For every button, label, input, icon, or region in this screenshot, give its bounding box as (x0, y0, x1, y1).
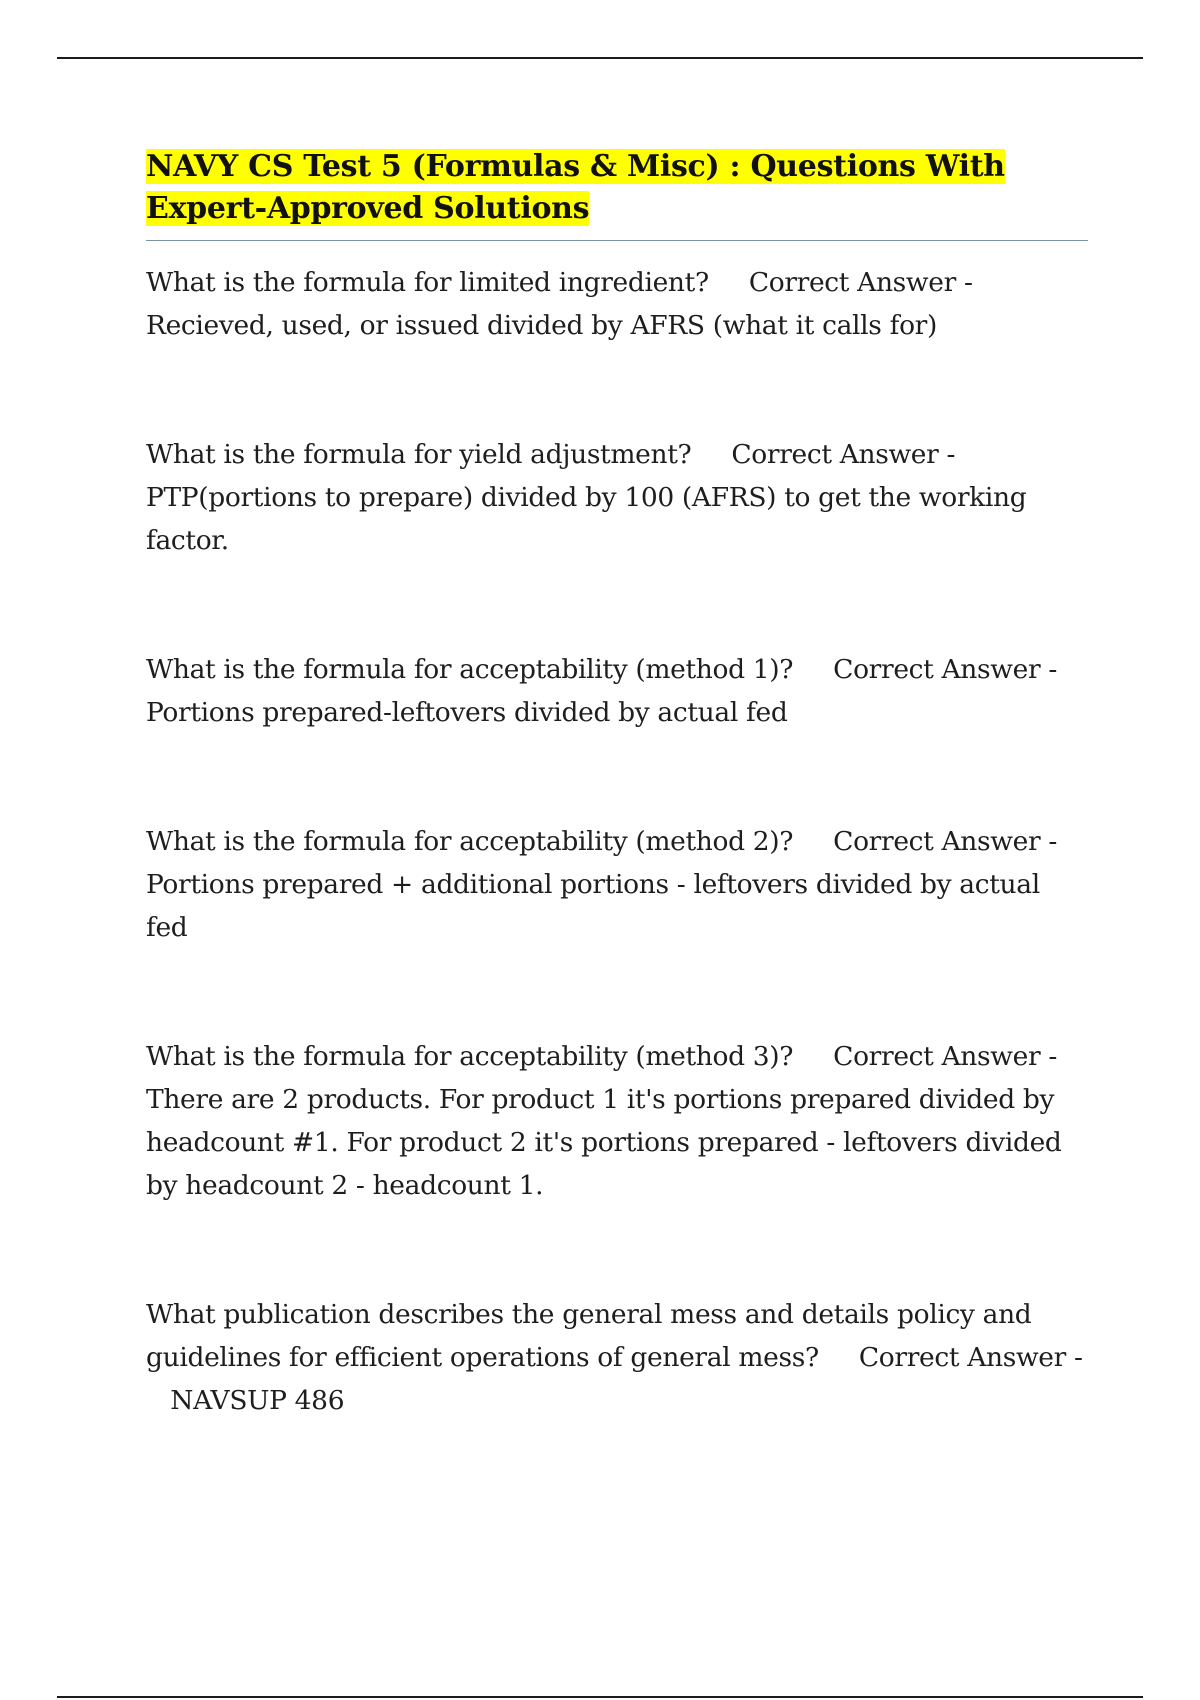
header-rule (57, 57, 1143, 59)
answer-label: Correct Answer - (833, 1041, 1057, 1072)
answer-text: Portions prepared-leftovers divided by actual fed (146, 697, 788, 728)
document-body (146, 146, 1088, 1508)
answer-text: NAVSUP 486 (170, 1385, 345, 1416)
answer-text: Recieved, used, or issued divided by AFRS (what it calls for) (146, 310, 937, 341)
answer-label: Correct Answer - (858, 1342, 1083, 1373)
qa-item-6 (146, 1293, 1088, 1422)
qa-item-1 (146, 261, 1088, 347)
qa-item-5 (146, 1035, 1088, 1207)
answer-text: Portions prepared + additional portions - leftovers divided by actual fed (146, 869, 1040, 943)
question-text: What is the formula for acceptability (method 3)? (146, 1041, 794, 1072)
footer-rule (57, 1696, 1143, 1698)
answer-label: Correct Answer - (731, 439, 956, 470)
question-text: What publication describes the general mess and details policy and guidelines for efficient operations of general mess? (146, 1299, 1032, 1373)
qa-item-3 (146, 648, 1088, 734)
question-text: What is the formula for acceptability (method 1)? (146, 654, 794, 685)
question-text: What is the formula for limited ingredient? (146, 267, 709, 298)
answer-label: Correct Answer - (833, 654, 1057, 685)
question-text: What is the formula for yield adjustment? (146, 439, 692, 470)
answer-label: Correct Answer - (833, 826, 1057, 857)
qa-item-2 (146, 433, 1088, 562)
title-block (146, 146, 1088, 241)
question-text: What is the formula for acceptability (method 2)? (146, 826, 794, 857)
qa-item-4 (146, 820, 1088, 949)
answer-text: There are 2 products. For product 1 it's portions prepared divided by headcount #1. For product 2 it's portions prepared - leftovers divided by headcount 2 - headcount 1. (146, 1084, 1062, 1201)
answer-label: Correct Answer - (748, 267, 973, 298)
answer-text: PTP(portions to prepare) divided by 100 (AFRS) to get the working factor. (146, 482, 1027, 556)
document-title (146, 146, 1088, 230)
title-highlight: NAVY CS Test 5 (Formulas & Misc) : Questions With Expert-Approved Solutions (146, 149, 1005, 226)
